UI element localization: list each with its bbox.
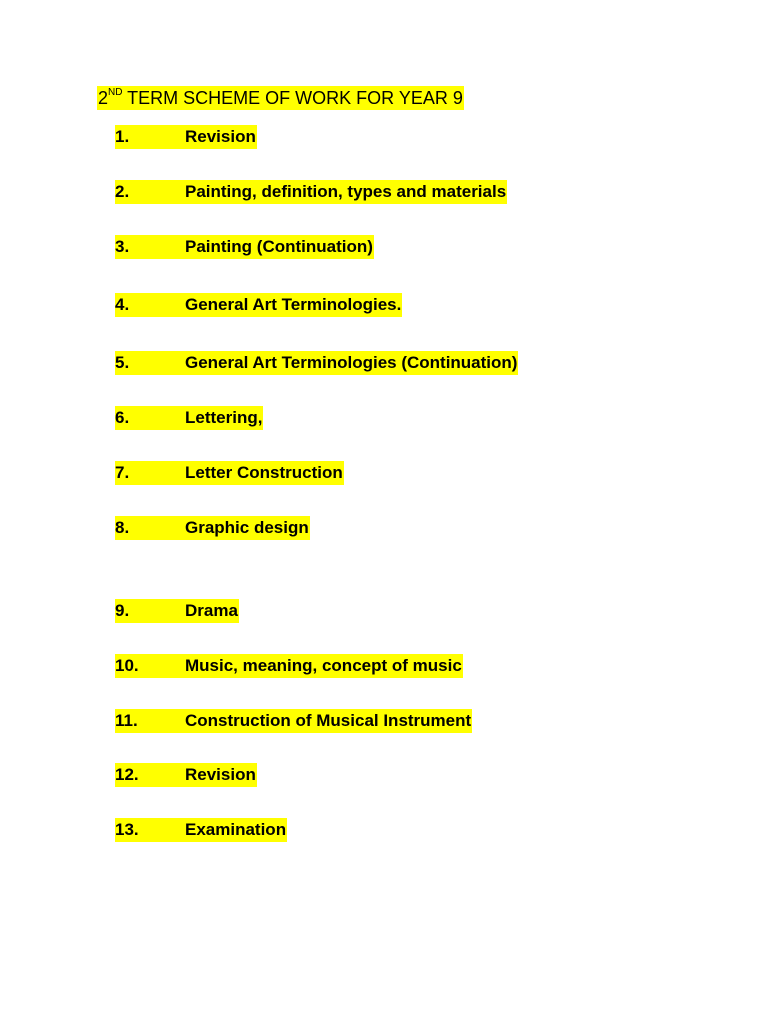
- document-title: [97, 86, 464, 110]
- item-text: Graphic design: [185, 518, 309, 537]
- list-item: [115, 235, 374, 259]
- item-number: 6.: [115, 408, 130, 427]
- list-item: [115, 709, 472, 733]
- item-text: Construction of Musical Instrument: [185, 711, 472, 730]
- item-number: 12.: [115, 765, 139, 784]
- list-item: [115, 461, 344, 485]
- list-item: [115, 180, 507, 204]
- item-text: Examination: [185, 820, 287, 839]
- item-text: Painting (Continuation): [185, 237, 373, 256]
- item-text: General Art Terminologies.: [185, 295, 402, 314]
- list-item: [115, 654, 463, 678]
- item-number: 10.: [115, 656, 139, 675]
- list-item: [115, 293, 402, 317]
- item-text: Drama: [185, 601, 238, 620]
- item-number: 1.: [115, 127, 130, 146]
- list-item: [115, 351, 518, 375]
- list-item: [115, 406, 263, 430]
- item-number: 11.: [115, 711, 138, 730]
- item-text: Lettering,: [185, 408, 263, 427]
- item-number: 2.: [115, 182, 130, 201]
- item-number: 9.: [115, 601, 130, 620]
- item-number: 5.: [115, 353, 130, 372]
- item-text: Letter Construction: [185, 463, 343, 482]
- item-text: General Art Terminologies (Continuation): [185, 353, 518, 372]
- item-text: Painting, definition, types and materials: [185, 182, 507, 201]
- list-item: [115, 818, 287, 842]
- title-rest: TERM SCHEME OF WORK FOR YEAR 9: [122, 88, 463, 108]
- list-item: [115, 599, 239, 623]
- item-number: 3.: [115, 237, 130, 256]
- item-number: 13.: [115, 820, 139, 839]
- list-item: [115, 763, 257, 787]
- item-number: 4.: [115, 295, 130, 314]
- item-text: Music, meaning, concept of music: [185, 656, 462, 675]
- list-item: [115, 125, 257, 149]
- title-number: 2: [98, 88, 109, 108]
- item-text: Revision: [185, 765, 256, 784]
- item-text: Revision: [185, 127, 256, 146]
- title-superscript: ND: [108, 87, 123, 98]
- list-item: [115, 516, 310, 540]
- item-number: 8.: [115, 518, 130, 537]
- item-number: 7.: [115, 463, 130, 482]
